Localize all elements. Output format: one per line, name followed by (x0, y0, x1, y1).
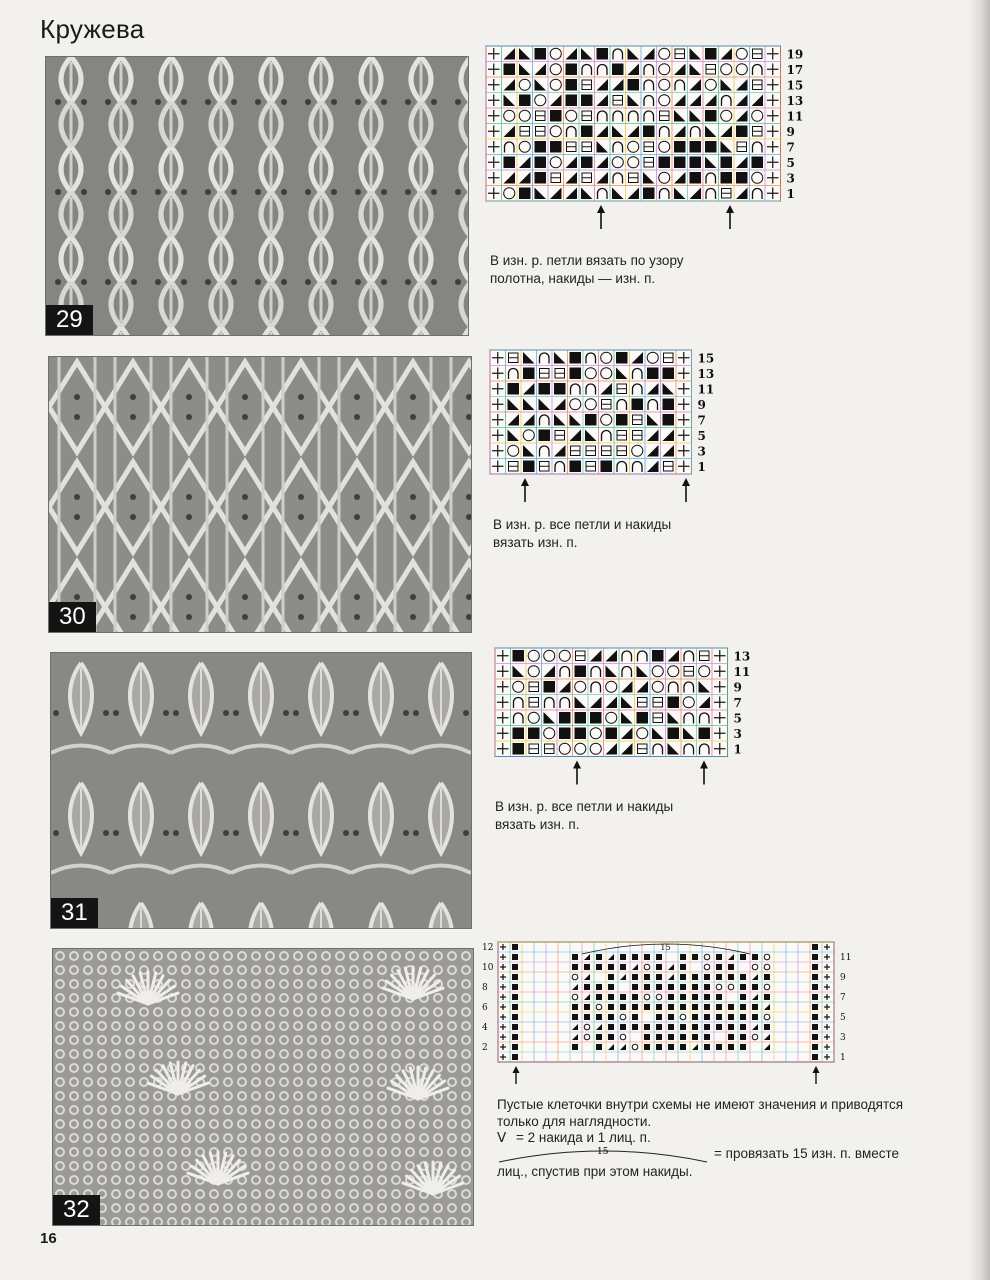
chart-symbol (812, 1044, 818, 1050)
swatch-photo-29 (45, 56, 469, 336)
chart-symbol (656, 954, 662, 960)
chart-symbol (632, 1024, 638, 1030)
chart-symbol (656, 1044, 662, 1050)
chart-symbol (606, 728, 618, 740)
row-label: 13 (697, 367, 715, 381)
row-label: 9 (786, 125, 795, 139)
chart-symbol (566, 95, 578, 107)
swatch-number-29: 29 (46, 305, 93, 335)
row-label: 11 (733, 665, 751, 679)
chart-symbol (608, 974, 614, 980)
chart-symbol (659, 157, 671, 169)
row-label: 5 (786, 156, 795, 170)
chart-symbol (632, 984, 638, 990)
swatch-photo-31 (50, 652, 472, 929)
chart-symbol (512, 1024, 518, 1030)
arc-legend-number: 15 (597, 1147, 609, 1157)
swatch-photo-30 (48, 356, 472, 633)
chart-symbol (512, 974, 518, 980)
chart-grid-32 (482, 940, 882, 1090)
row-label: 9 (697, 398, 706, 412)
row-label: 3 (786, 171, 795, 186)
chart-symbol (554, 383, 566, 395)
chart-symbol (680, 954, 686, 960)
chart-symbol (680, 1004, 686, 1010)
chart-symbol (736, 172, 748, 184)
chart-symbol (699, 728, 711, 740)
row-label: 13 (733, 649, 751, 664)
chart-symbol (566, 64, 578, 76)
chart-symbol (752, 157, 764, 169)
arc-number: 15 (660, 943, 671, 952)
lace-texture-32 (53, 949, 473, 1225)
chart-symbol (764, 994, 770, 1000)
chart-symbol (812, 1024, 818, 1030)
chart-symbol (740, 984, 746, 990)
chart-symbol (508, 383, 520, 395)
row-label-right: 1 (840, 1053, 846, 1063)
chart-symbol (584, 964, 590, 970)
chart-grid-30 (490, 350, 730, 510)
chart-symbol (704, 1014, 710, 1020)
page-edge (968, 0, 990, 1280)
chart-symbol (644, 1004, 650, 1010)
chart-symbol (704, 1004, 710, 1010)
chart-grid-31 (495, 648, 755, 788)
chart-symbol (572, 964, 578, 970)
row-label-left: 10 (482, 963, 494, 973)
repeat-arrow (573, 761, 581, 785)
chart-symbol (680, 994, 686, 1000)
chart-symbol (644, 1034, 650, 1040)
chart-symbol (674, 141, 686, 153)
row-label: 19 (786, 47, 804, 62)
repeat-arrow (513, 1066, 520, 1084)
chart-symbol (512, 1054, 518, 1060)
chart-symbol (523, 461, 535, 473)
chart-symbol (812, 984, 818, 990)
row-label: 15 (697, 351, 715, 366)
chart-symbol (572, 1004, 578, 1010)
chart-symbol (668, 984, 674, 990)
row-label: 3 (697, 444, 706, 459)
chart-symbol (752, 1004, 758, 1010)
lace-texture-30 (49, 357, 471, 632)
chart-symbol (680, 984, 686, 990)
chart-symbol (512, 994, 518, 1000)
row-label: 5 (733, 711, 742, 726)
chart-symbol (716, 1044, 722, 1050)
chart-symbol (704, 994, 710, 1000)
row-label-left: 6 (482, 1003, 488, 1013)
chart-symbol (740, 1034, 746, 1040)
chart-symbol (812, 1004, 818, 1010)
chart-symbol (584, 1014, 590, 1020)
chart-symbol (812, 1034, 818, 1040)
chart-symbol (663, 399, 675, 411)
chart-symbol (559, 712, 571, 724)
chart-symbol (512, 984, 518, 990)
chart-symbol (668, 1024, 674, 1030)
repeat-arrow (597, 205, 605, 229)
row-label: 11 (697, 382, 715, 397)
chart-symbol (647, 368, 659, 380)
row-label-right: 3 (840, 1033, 846, 1043)
chart-symbol (584, 1004, 590, 1010)
row-label: 9 (733, 680, 742, 695)
swatch-photo-32 (52, 948, 474, 1226)
chart-symbol (550, 141, 562, 153)
legend-arc-text: = провязать 15 изн. п. вместе (714, 1146, 900, 1161)
repeat-arrow (813, 1066, 820, 1084)
chart-symbol (572, 1014, 578, 1020)
chart-symbol (680, 974, 686, 980)
note-29: В изн. р. петли вязать по узору полотна, накиды — изн. п. (490, 253, 684, 286)
chart-symbol (690, 141, 702, 153)
row-label: 7 (733, 696, 742, 710)
chart-symbol (704, 1044, 710, 1050)
note-31: В изн. р. все петли и накиды вязать изн. п. (495, 799, 674, 832)
chart-symbol (668, 697, 680, 709)
chart-30 (490, 350, 730, 510)
chart-symbol (632, 994, 638, 1000)
chart-symbol (692, 994, 698, 1000)
chart-symbol (512, 1044, 518, 1050)
chart-symbol (597, 48, 609, 60)
chart-symbol (590, 712, 602, 724)
row-label-right: 5 (840, 1013, 846, 1023)
chart-symbol (728, 1004, 734, 1010)
chart-symbol (740, 974, 746, 980)
chart-symbol (581, 95, 593, 107)
chart-symbol (644, 1044, 650, 1050)
chart-symbol (539, 430, 551, 442)
chart-symbol (656, 1014, 662, 1020)
chart-symbol (716, 954, 722, 960)
chart-symbol (637, 712, 649, 724)
repeat-arrow (682, 478, 690, 502)
chart-symbol (519, 188, 531, 200)
chart-symbol (812, 974, 818, 980)
swatch-number-31: 31 (51, 898, 98, 928)
row-label: 13 (786, 94, 804, 108)
chart-symbol (566, 79, 578, 91)
chart-symbol (692, 1014, 698, 1020)
chart-symbol (764, 1024, 770, 1030)
chart-symbol (596, 1014, 602, 1020)
chart-symbol (620, 1004, 626, 1010)
chart-grid-29 (486, 46, 816, 246)
chart-symbol (690, 172, 702, 184)
chart-symbol (716, 964, 722, 970)
chart-symbol (559, 728, 571, 740)
chart-symbol (656, 1004, 662, 1010)
chart-symbol (740, 1014, 746, 1020)
chart-symbol (716, 1014, 722, 1020)
chart-symbol (716, 1004, 722, 1010)
chart-symbol (570, 352, 582, 364)
chart-symbol (528, 728, 540, 740)
chart-symbol (512, 944, 518, 950)
lace-texture-31 (51, 653, 471, 928)
swatch-number-32: 32 (53, 1195, 100, 1225)
lace-texture-29 (46, 57, 468, 335)
chart-symbol (680, 1044, 686, 1050)
chart-symbol (728, 1044, 734, 1050)
chart-symbol (513, 650, 525, 662)
chart-symbol (692, 1034, 698, 1040)
chart-symbol (585, 414, 597, 426)
page-number: 16 (40, 1230, 57, 1247)
chart-symbol (716, 994, 722, 1000)
chart-symbol (512, 1004, 518, 1010)
chart-symbol (620, 1024, 626, 1030)
chart-symbol (764, 974, 770, 980)
chart-symbol (728, 1024, 734, 1030)
chart-symbol (632, 954, 638, 960)
chart-symbol (692, 954, 698, 960)
chart-symbol (680, 964, 686, 970)
chart-symbol (690, 157, 702, 169)
chart-symbol (752, 1014, 758, 1020)
row-label-right: 11 (840, 953, 852, 963)
chart-symbol (704, 1024, 710, 1030)
chart-symbol (616, 414, 628, 426)
chart-symbol (513, 743, 525, 755)
note-32-line2: только для наглядности. (497, 1114, 652, 1129)
chart-symbol (721, 157, 733, 169)
chart-symbol (612, 64, 624, 76)
chart-symbol (812, 954, 818, 960)
chart-symbol (736, 126, 748, 138)
chart-symbol (523, 368, 535, 380)
chart-symbol (644, 1024, 650, 1030)
chart-symbol (570, 461, 582, 473)
chart-symbol (704, 974, 710, 980)
chart-symbol (596, 984, 602, 990)
chart-symbol (656, 1034, 662, 1040)
chart-symbol (535, 157, 547, 169)
chart-symbol (812, 1014, 818, 1020)
swatch-number-30: 30 (49, 602, 96, 632)
row-label: 1 (786, 187, 795, 201)
chart-symbol (581, 126, 593, 138)
chart-symbol (512, 1014, 518, 1020)
row-label-left: 12 (482, 943, 494, 953)
chart-symbol (674, 157, 686, 169)
chart-symbol (668, 1034, 674, 1040)
chart-symbol (519, 95, 531, 107)
chart-symbol (535, 172, 547, 184)
row-label: 11 (786, 109, 804, 124)
legend-v-text: = 2 накида и 1 лиц. п. (516, 1130, 651, 1145)
row-label: 7 (697, 413, 706, 428)
note-30: В изн. р. все петли и накиды вязать изн. п. (493, 517, 672, 550)
chart-symbol (668, 728, 680, 740)
chart-symbol (632, 974, 638, 980)
chart-symbol (663, 414, 675, 426)
chart-symbol (668, 1044, 674, 1050)
chart-symbol (608, 1034, 614, 1040)
chart-symbol (620, 954, 626, 960)
chart-symbol (616, 352, 628, 364)
chart-symbol (812, 1054, 818, 1060)
chart-symbol (752, 984, 758, 990)
chart-symbol (740, 994, 746, 1000)
row-label: 15 (786, 78, 804, 93)
chart-symbol (643, 126, 655, 138)
chart-symbol (628, 79, 640, 91)
chart-symbol (663, 368, 675, 380)
chart-symbol (608, 1024, 614, 1030)
row-label-right: 9 (840, 973, 846, 983)
chart-symbol (680, 1034, 686, 1040)
chart-symbol (550, 110, 562, 122)
chart-symbol (740, 1004, 746, 1010)
chart-symbol (721, 172, 733, 184)
chart-symbol (512, 954, 518, 960)
chart-symbol (512, 964, 518, 970)
chart-symbol (812, 964, 818, 970)
chart-symbol (812, 994, 818, 1000)
row-label: 17 (786, 63, 804, 77)
chart-symbol (692, 1024, 698, 1030)
row-label: 5 (697, 429, 706, 443)
chart-symbol (608, 964, 614, 970)
chart-symbol (575, 712, 587, 724)
chart-symbol (704, 984, 710, 990)
chart-symbol (512, 1034, 518, 1040)
row-label-left: 2 (482, 1043, 488, 1053)
chart-29 (486, 46, 816, 246)
chart-symbol (680, 1024, 686, 1030)
chart-symbol (692, 984, 698, 990)
chart-symbol (572, 1044, 578, 1050)
repeat-arrow (726, 205, 734, 229)
row-label-left: 8 (482, 983, 488, 993)
chart-symbol (584, 984, 590, 990)
chart-symbol (632, 1014, 638, 1020)
chart-symbol (535, 141, 547, 153)
chart-symbol (513, 728, 525, 740)
chart-symbol (608, 1014, 614, 1020)
chart-symbol (596, 1034, 602, 1040)
chart-symbol (668, 1004, 674, 1010)
chart-symbol (575, 666, 587, 678)
chart-symbol (705, 110, 717, 122)
chart-symbol (632, 1004, 638, 1010)
chart-symbol (668, 994, 674, 1000)
chart-symbol (608, 994, 614, 1000)
chart-symbol (728, 1014, 734, 1020)
chart-symbol (575, 728, 587, 740)
row-label: 1 (697, 460, 706, 474)
legend-arc-text-2: лиц., спустив при этом накиды. (497, 1164, 693, 1179)
chart-symbol (752, 954, 758, 960)
chart-symbol (705, 141, 717, 153)
note-32-line1: Пустые клеточки внутри схемы не имеют значения и приводятся (497, 1097, 904, 1112)
chart-symbol (728, 1034, 734, 1040)
chart-symbol (632, 399, 644, 411)
chart-32 (482, 940, 882, 1090)
row-label-left: 4 (482, 1023, 488, 1033)
chart-symbol (581, 157, 593, 169)
chart-symbol (652, 650, 664, 662)
chart-symbol (644, 974, 650, 980)
chart-symbol (504, 157, 516, 169)
chart-symbol (601, 461, 613, 473)
row-label-right: 7 (840, 993, 846, 1003)
chart-symbol (656, 964, 662, 970)
chart-symbol (728, 964, 734, 970)
chart-symbol (656, 984, 662, 990)
chart-symbol (620, 964, 626, 970)
chart-symbol (716, 974, 722, 980)
chart-symbol (812, 944, 818, 950)
chart-symbol (644, 954, 650, 960)
page-title: Кружева (40, 14, 145, 44)
row-label: 1 (733, 742, 742, 757)
chart-symbol (596, 954, 602, 960)
chart-symbol (656, 1024, 662, 1030)
chart-symbol (608, 1004, 614, 1010)
row-label: 7 (786, 140, 795, 155)
chart-symbol (692, 1004, 698, 1010)
chart-symbol (656, 974, 662, 980)
chart-symbol (572, 954, 578, 960)
chart-symbol (620, 994, 626, 1000)
chart-31 (495, 648, 755, 788)
chart-symbol (535, 48, 547, 60)
chart-symbol (668, 1014, 674, 1020)
chart-symbol (544, 681, 556, 693)
chart-symbol (644, 984, 650, 990)
chart-symbol (740, 954, 746, 960)
chart-symbol (596, 994, 602, 1000)
chart-symbol (570, 368, 582, 380)
chart-symbol (692, 974, 698, 980)
chart-symbol (596, 964, 602, 970)
row-label: 3 (733, 727, 742, 741)
chart-symbol (608, 984, 614, 990)
chart-symbol (716, 1024, 722, 1030)
chart-symbol (740, 1044, 746, 1050)
chart-symbol (539, 383, 551, 395)
repeat-arrow (700, 761, 708, 785)
chart-symbol (704, 1034, 710, 1040)
chart-symbol (705, 48, 717, 60)
chart-symbol (740, 1024, 746, 1030)
v-symbol: V (497, 1130, 507, 1146)
repeat-arrow (521, 478, 529, 502)
chart-symbol (504, 64, 516, 76)
chart-symbol (728, 974, 734, 980)
chart-symbol (596, 1044, 602, 1050)
chart-symbol (643, 188, 655, 200)
